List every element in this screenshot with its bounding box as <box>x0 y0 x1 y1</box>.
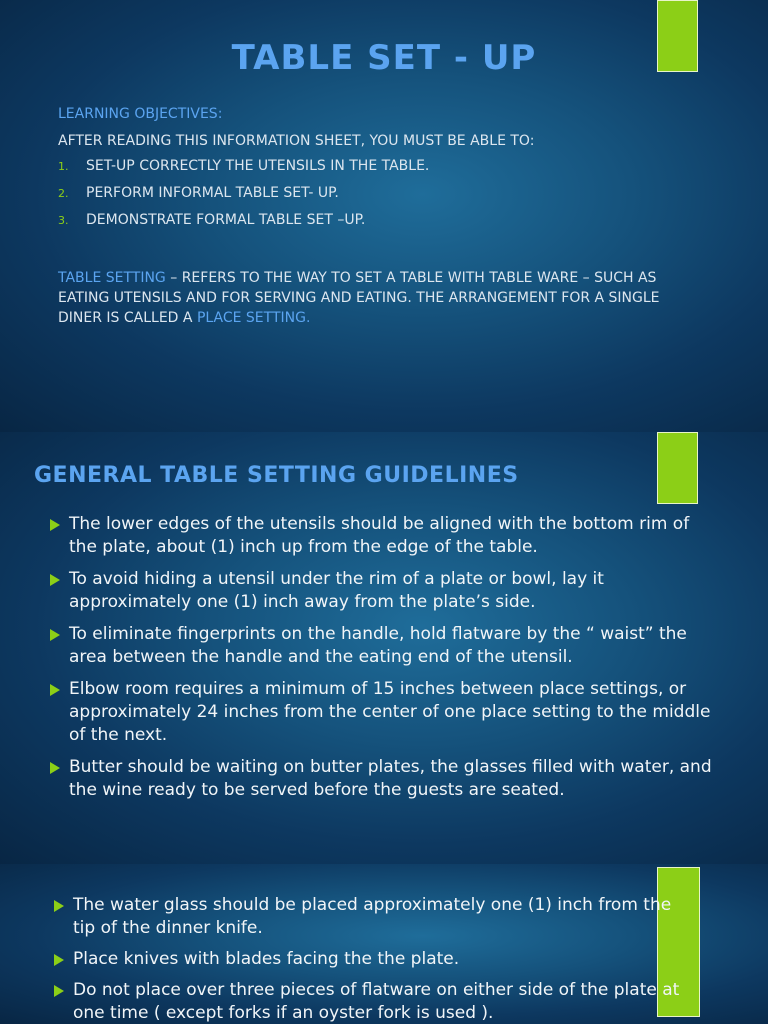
list-text: The water glass should be placed approximately one (1) inch from the tip of the dinner knife. <box>73 895 672 938</box>
list-item <box>58 158 429 185</box>
triangle-bullet-icon <box>54 985 64 997</box>
list-item <box>48 756 718 802</box>
list-text: To avoid hiding a utensil under the rim of a plate or bowl, lay it approximately one (1) inch away from the plate’s side. <box>69 569 604 612</box>
objectives-heading: LEARNING OBJECTIVES: <box>58 106 223 122</box>
list-text: The lower edges of the utensils should be aligned with the bottom rim of the plate, about (1) inch up from the edge of the table. <box>69 514 690 557</box>
list-text: Place knives with blades facing the the plate. <box>73 949 460 969</box>
list-item <box>58 185 429 212</box>
objectives-list <box>58 158 429 239</box>
triangle-bullet-icon <box>50 629 60 641</box>
list-number: 1. <box>58 160 69 173</box>
objectives-intro: AFTER READING THIS INFORMATION SHEET, YOU MUST BE ABLE TO: <box>58 133 535 149</box>
triangle-bullet-icon <box>50 519 60 531</box>
definition-term-place-setting: PLACE SETTING. <box>196 310 311 326</box>
slide-guidelines-continued <box>0 864 768 1024</box>
list-item <box>52 979 692 1024</box>
list-text: To eliminate fingerprints on the handle, hold flatware by the “ waist” the area between the handle and the eating end of the utensil. <box>69 624 687 667</box>
list-number: 3. <box>58 214 69 227</box>
list-text: PERFORM INFORMAL TABLE SET- UP. <box>86 185 339 201</box>
triangle-bullet-icon <box>54 900 64 912</box>
list-item <box>48 678 718 747</box>
triangle-bullet-icon <box>54 954 64 966</box>
table-setting-definition <box>58 268 698 328</box>
list-text: Butter should be waiting on butter plates, the glasses filled with water, and the wine ready to be served before the guests are seated. <box>69 757 712 800</box>
guidelines-list-continued <box>52 894 692 1024</box>
list-item <box>52 948 692 971</box>
accent-bar <box>657 432 698 504</box>
slide-title: TABLE SET - UP <box>231 38 537 78</box>
definition-term: TABLE SETTING <box>58 270 166 286</box>
list-item <box>48 568 718 614</box>
list-number: 2. <box>58 187 69 200</box>
triangle-bullet-icon <box>50 762 60 774</box>
list-item <box>58 212 429 239</box>
definition-body: – REFERS TO THE WAY TO SET A TABLE WITH TABLE WARE – SUCH AS EATING UTENSILS AND FOR SERVING AND EATING. THE ARRANGEMENT FOR A SINGLE DINER IS CALLED A <box>58 270 660 326</box>
list-item <box>48 513 718 559</box>
list-text: Do not place over three pieces of flatware on either side of the plate at one time ( except forks if an oyster fork is used ). <box>73 980 680 1023</box>
guidelines-list <box>48 513 718 811</box>
triangle-bullet-icon <box>50 684 60 696</box>
list-item <box>52 894 692 940</box>
triangle-bullet-icon <box>50 574 60 586</box>
list-text: Elbow room requires a minimum of 15 inches between place settings, or approximately 24 inches from the center of one place setting to the middle of the next. <box>69 679 711 745</box>
slide-title: GENERAL TABLE SETTING GUIDELINES <box>34 463 519 488</box>
list-text: DEMONSTRATE FORMAL TABLE SET –UP. <box>86 212 366 228</box>
slide-table-set-up <box>0 0 768 432</box>
list-item <box>48 623 718 669</box>
slide-general-guidelines <box>0 432 768 864</box>
list-text: SET-UP CORRECTLY THE UTENSILS IN THE TABLE. <box>86 158 430 174</box>
